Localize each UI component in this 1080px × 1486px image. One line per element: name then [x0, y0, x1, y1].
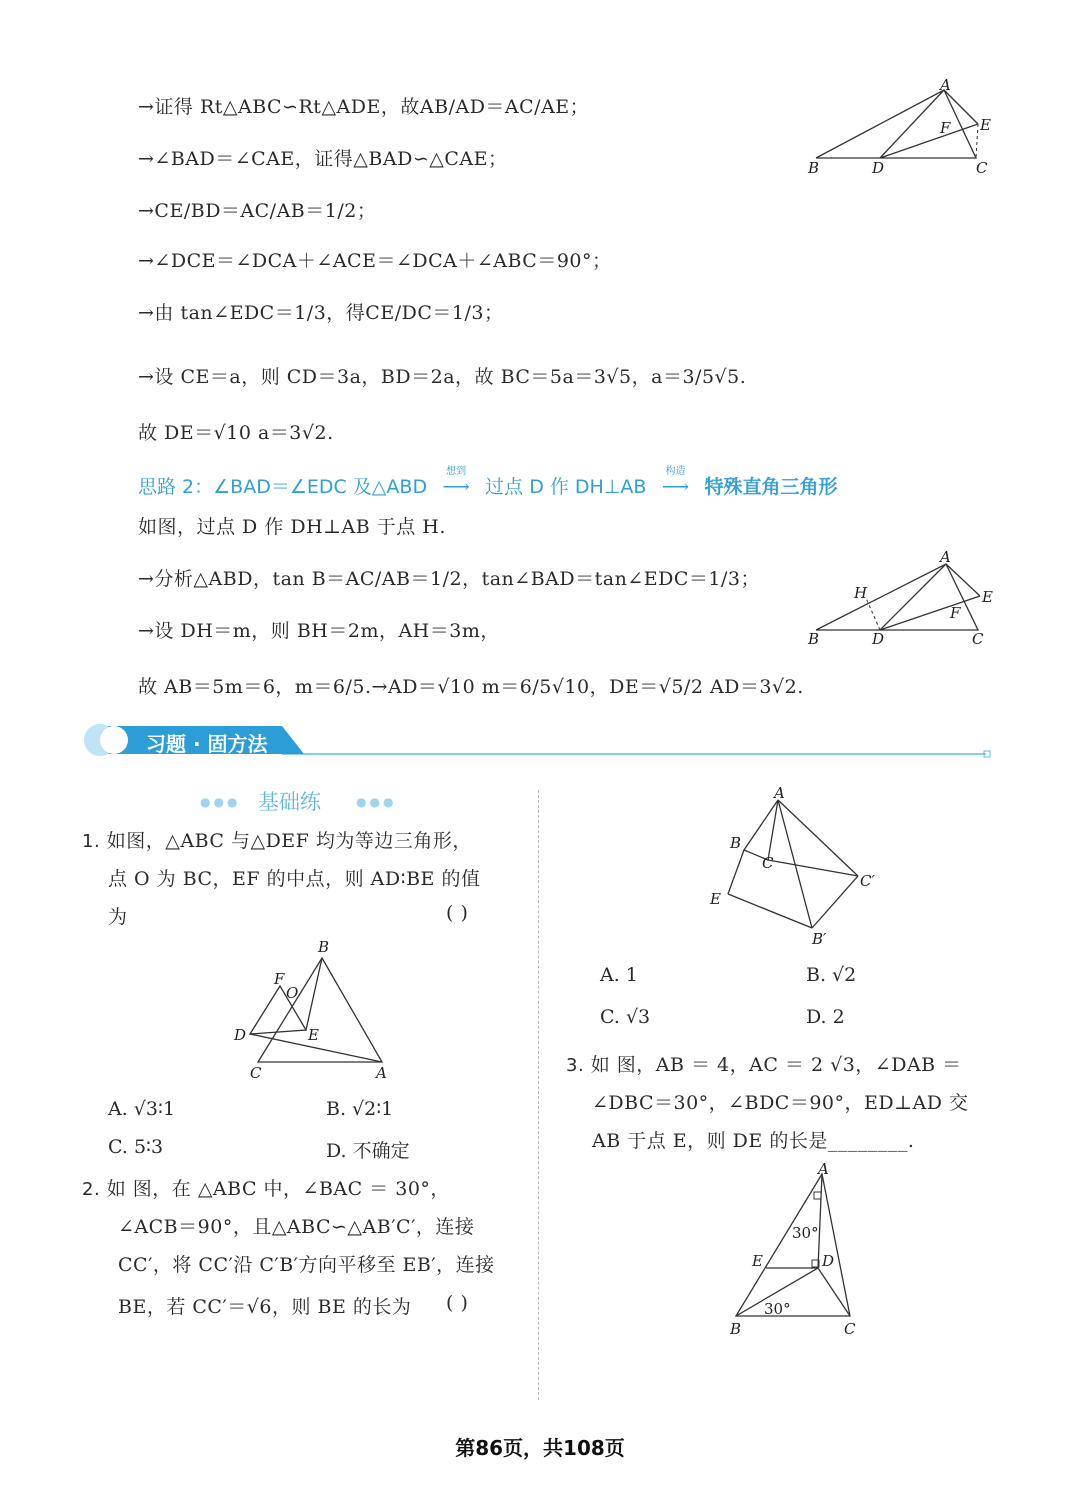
q1-line-1: [82, 826, 472, 853]
fig-q2-label-bp: B′: [812, 930, 827, 948]
column-divider: [538, 790, 539, 1400]
q2-line-2: ∠ACB＝90°，且△ABC∽△AB′C′，连接: [118, 1216, 475, 1238]
fig-q1-label-d: D: [234, 1026, 247, 1044]
q1-text-1: 如图，△ABC 与△DEF 均为等边三角形，: [106, 830, 472, 852]
fig2-label-b: B: [808, 630, 820, 648]
fig-q3-label-d: D: [822, 1252, 835, 1270]
idea2-result: 特殊直角三角形: [704, 476, 838, 498]
section-title: 习题 · 固方法: [146, 732, 268, 756]
fig2-label-h: H: [854, 584, 868, 602]
solution-line-1: →证得 Rt△ABC∽Rt△ADE，故AB/AD＝AC/AE；: [138, 96, 590, 118]
fig2-label-e: E: [982, 588, 993, 606]
q1-paren: ( ): [446, 902, 469, 924]
subtitle-dots-right: ●●●: [356, 795, 397, 809]
idea2-arrow1: 想到 ⟶: [433, 476, 479, 498]
q3-number: 3.: [566, 1055, 585, 1076]
figure-q3: [720, 1160, 870, 1340]
figure-q2: [700, 784, 890, 949]
figure-abc-dh: [800, 548, 1000, 653]
q2-option-b[interactable]: B. √2: [806, 964, 857, 986]
solution2-line-3: →设 DH＝m，则 BH＝2m，AH＝3m，: [138, 620, 500, 642]
q2-option-d[interactable]: D. 2: [806, 1006, 845, 1028]
subtitle-dots-left: ●●●: [200, 795, 241, 809]
fig-q1-label-a: A: [376, 1064, 387, 1082]
fig-q2-label-cp: C′: [860, 872, 875, 890]
q2-option-a[interactable]: A. 1: [600, 964, 638, 986]
q3-text-1: 如 图，AB ＝ 4，AC ＝ 2 √3，∠DAB ＝: [590, 1054, 962, 1076]
q1-line-3: 为: [108, 906, 128, 928]
fig-q3-label-30b: 30°: [764, 1300, 791, 1318]
q1-option-c[interactable]: C. 5∶3: [108, 1136, 164, 1158]
solution-line-3: →CE/BD＝AC/AB＝1/2；: [138, 200, 377, 222]
idea2-row: [138, 466, 838, 499]
fig-q3-label-c: C: [844, 1320, 856, 1338]
solution-line-5: →由 tan∠EDC＝1/3，得CE/DC＝1/3；: [138, 302, 504, 324]
solution2-line-1: 如图，过点 D 作 DH⊥AB 于点 H.: [138, 516, 446, 538]
fig-q3-label-b: B: [730, 1320, 742, 1338]
q3-line-2: ∠DBC＝30°，∠BDC＝90°，ED⊥AD 交: [592, 1092, 969, 1114]
fig2-label-a: A: [940, 548, 951, 566]
fig-q2-label-a: A: [774, 784, 785, 802]
q3-line-1: [566, 1050, 962, 1077]
q1-line-2: 点 O 为 BC，EF 的中点，则 AD∶BE 的值: [108, 868, 481, 890]
q1-option-b[interactable]: B. √2∶1: [326, 1098, 394, 1120]
q1-number: 1.: [82, 831, 101, 852]
fig1-label-d: D: [872, 159, 885, 177]
q2-number: 2.: [82, 1179, 101, 1200]
idea2-label: 思路 2：∠BAD＝∠EDC 及△ABD: [138, 476, 428, 498]
figure-abc-de: [800, 78, 1000, 178]
q3-line-3: AB 于点 E，则 DE 的长是________.: [592, 1130, 915, 1152]
page-footer: 第86页，共108页: [455, 1436, 625, 1460]
fig-q1-label-b: B: [318, 938, 330, 956]
solution-line-6: →设 CE＝a，则 CD＝3a，BD＝2a，故 BC＝5a＝3√5，a＝3/5√5.: [138, 366, 747, 388]
fig1-label-c: C: [976, 159, 988, 177]
figure-q1: [230, 938, 400, 1083]
q2-line-3: CC′，将 CC′沿 C′B′方向平移至 EB′，连接: [118, 1254, 495, 1276]
q2-text-1: 如 图，在 △ABC 中，∠BAC ＝ 30°，: [106, 1178, 450, 1200]
fig-q1-label-f: F: [274, 970, 285, 988]
section-subtitle: 基础练: [258, 790, 321, 814]
solution-line-4: →∠DCE＝∠DCA＋∠ACE＝∠DCA＋∠ABC＝90°；: [138, 250, 612, 272]
fig-q3-label-e: E: [752, 1252, 763, 1270]
fig2-label-f: F: [950, 604, 961, 622]
fig1-label-e: E: [980, 116, 991, 134]
fig-q2-label-b: B: [730, 834, 742, 852]
idea2-step: 过点 D 作 DH⊥AB: [485, 476, 647, 498]
idea2-arrow2-note: 构造: [665, 466, 686, 477]
q1-option-d[interactable]: D. 不确定: [326, 1140, 410, 1162]
q2-paren: ( ): [446, 1292, 469, 1314]
fig-q3-label-30a: 30°: [792, 1224, 819, 1242]
q2-line-4: BE，若 CC′＝√6，则 BE 的长为: [118, 1296, 412, 1318]
q1-option-a[interactable]: A. √3∶1: [108, 1098, 176, 1120]
solution2-line-2: →分析△ABD，tan B＝AC/AB＝1/2，tan∠BAD＝tan∠EDC＝1/3；: [138, 568, 760, 590]
fig1-label-a: A: [940, 78, 951, 94]
fig-q1-label-o: O: [286, 984, 299, 1002]
solution-line-2: →∠BAD＝∠CAE，证得△BAD∽△CAE；: [138, 148, 508, 170]
fig1-label-f: F: [940, 119, 951, 137]
fig2-label-c: C: [972, 630, 984, 648]
solution-line-7: 故 DE＝√10 a＝3√2.: [138, 422, 334, 444]
solution2-line-4: 故 AB＝5m＝6，m＝6/5.→AD＝√10 m＝6/5√10，DE＝√5/2 AD＝3√2.: [138, 676, 804, 698]
q2-line-1: [82, 1174, 450, 1201]
fig-q2-label-c: C: [762, 854, 774, 872]
fig-q1-label-c: C: [250, 1064, 262, 1082]
fig-q1-label-e: E: [308, 1026, 319, 1044]
fig-q3-label-a: A: [818, 1160, 829, 1178]
idea2-arrow2: 构造 ⟶: [652, 476, 698, 498]
fig-q2-label-e: E: [710, 890, 721, 908]
idea2-arrow1-note: 想到: [446, 466, 467, 477]
fig2-label-d: D: [872, 630, 885, 648]
q2-option-c[interactable]: C. √3: [600, 1006, 651, 1028]
fig1-label-b: B: [808, 159, 820, 177]
